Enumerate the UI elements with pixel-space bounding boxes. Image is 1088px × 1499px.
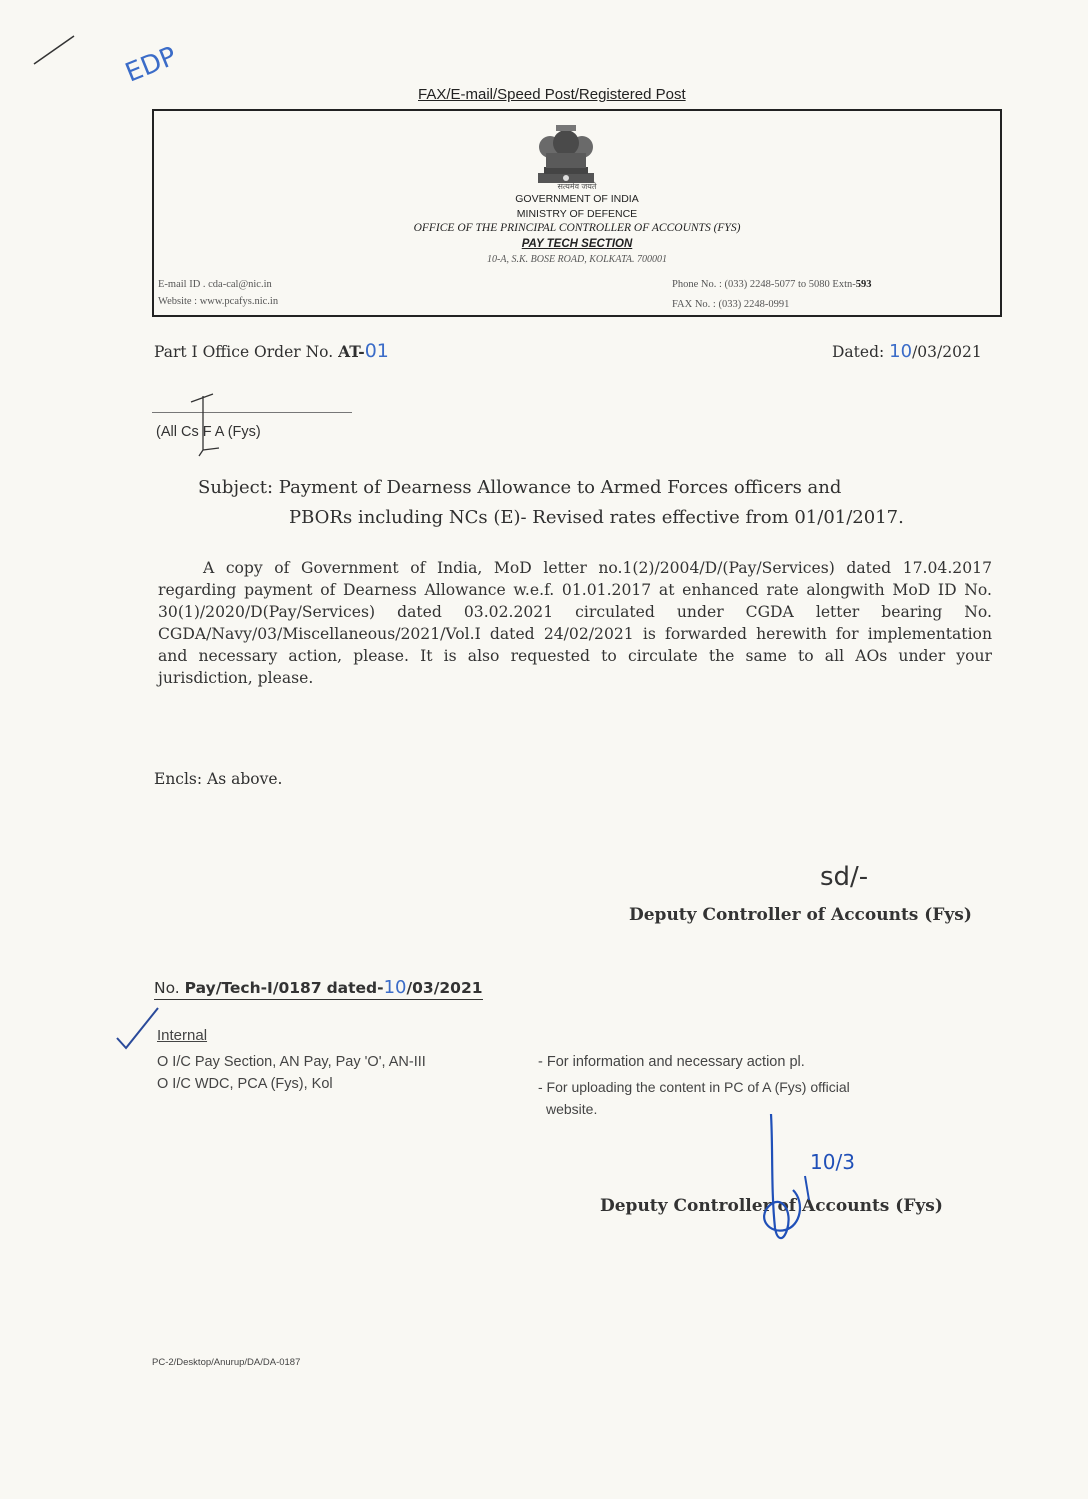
ref-dated-label: dated-	[326, 979, 384, 997]
phone-ext: 593	[855, 279, 872, 290]
handwritten-signature	[735, 1110, 855, 1250]
emblem-caption: सत्यमेव जयते	[557, 182, 597, 191]
sd-handwritten-mark: sd/-	[820, 862, 869, 892]
file-path-footer: PC-2/Desktop/Anurup/DA/DA-0187	[152, 1357, 301, 1368]
subject-block	[198, 473, 904, 533]
order-label: Part I Office Order No.	[154, 343, 334, 361]
signatory-1: Deputy Controller of Accounts (Fys)	[629, 905, 972, 925]
ref-day-handwritten: 10	[383, 977, 407, 998]
signature-date-handwritten: 10/3	[810, 1150, 855, 1174]
order-suffix-handwritten: 01	[364, 340, 389, 362]
internal-row	[157, 1076, 333, 1092]
subject-line-2: PBORs including NCs (E)- Revised rates effective from 01/01/2017.	[289, 507, 904, 528]
addressee-rule	[152, 412, 352, 413]
email-id: E-mail ID . cda-cal@nic.in	[158, 279, 272, 290]
ministry-of-defence: MINISTRY OF DEFENCE	[516, 208, 638, 220]
reference-number	[154, 977, 483, 1000]
ref-no-value: Pay/Tech-I/0187	[184, 979, 322, 997]
ref-no-label: No.	[154, 979, 180, 997]
body-paragraph: A copy of Government of India, MoD letter no.1(2)/2004/D/(Pay/Services) dated 17.04.2017 regarding payment of Dearness Allowance w.e.f. 01.01.2017 at enhanced rate alongwith MoD ID No. 30(1)/2020/D(Pay/Services) dated 03.02.2021 circulated under CGDA letter bearing No. CGDA/Navy/03/Miscellaneous/2021/Vol.I dated 24/02/2021 is forwarded herewith for implementation and necessary action, please. It is also requested to circulate the same to all AOs under your jurisdiction, please.	[158, 559, 992, 687]
internal-to-1: O I/C Pay Section, AN Pay, Pay 'O', AN-III	[157, 1054, 426, 1070]
order-prefix: AT-	[338, 342, 365, 361]
phone-label: Phone No. : (033) 2248-5077 to 5080 Extn-	[672, 279, 856, 290]
ref-dated-rest: /03/2021	[406, 979, 483, 997]
phone-number	[672, 279, 872, 290]
internal-purpose-2-line1: - For uploading the content in PC of A (Fys) official	[538, 1079, 850, 1095]
dated-label: Dated:	[832, 343, 885, 361]
handwritten-edp-note: EDP	[121, 41, 181, 89]
website: Website : www.pcafys.nic.in	[158, 296, 279, 307]
subject-line-1: Subject: Payment of Dearness Allowance to Armed Forces officers and	[198, 477, 842, 498]
internal-purpose-1: - For information and necessary action pl.	[538, 1054, 805, 1070]
signatory-2: Deputy Controller of Accounts (Fys)	[600, 1196, 943, 1216]
transmission-mode: FAX/E-mail/Speed Post/Registered Post	[418, 86, 686, 103]
section-name: PAY TECH SECTION	[521, 238, 633, 250]
internal-label: Internal	[157, 1027, 208, 1044]
dated-rest: /03/2021	[912, 343, 982, 361]
dated-day-handwritten: 10	[889, 341, 913, 362]
internal-to-2: O I/C WDC, PCA (Fys), Kol	[157, 1076, 333, 1092]
addressee: (All Cs F A (Fys)	[156, 424, 261, 440]
office-order-number	[154, 340, 389, 363]
fax-number: FAX No. : (033) 2248-0991	[672, 299, 790, 310]
enclosure: Encls: As above.	[154, 770, 283, 788]
margin-pen-stroke	[30, 30, 80, 70]
office-name: OFFICE OF THE PRINCIPAL CONTROLLER OF ACCOUNTS (FYS)	[413, 222, 741, 234]
internal-row	[157, 1054, 426, 1070]
internal-purpose-2-line2: website.	[546, 1101, 598, 1117]
govt-of-india: GOVERNMENT OF INDIA	[515, 193, 639, 205]
letterhead-box	[152, 109, 1002, 317]
office-address: 10-A, S.K. BOSE ROAD, KOLKATA. 700001	[487, 254, 667, 265]
order-date	[832, 341, 982, 363]
